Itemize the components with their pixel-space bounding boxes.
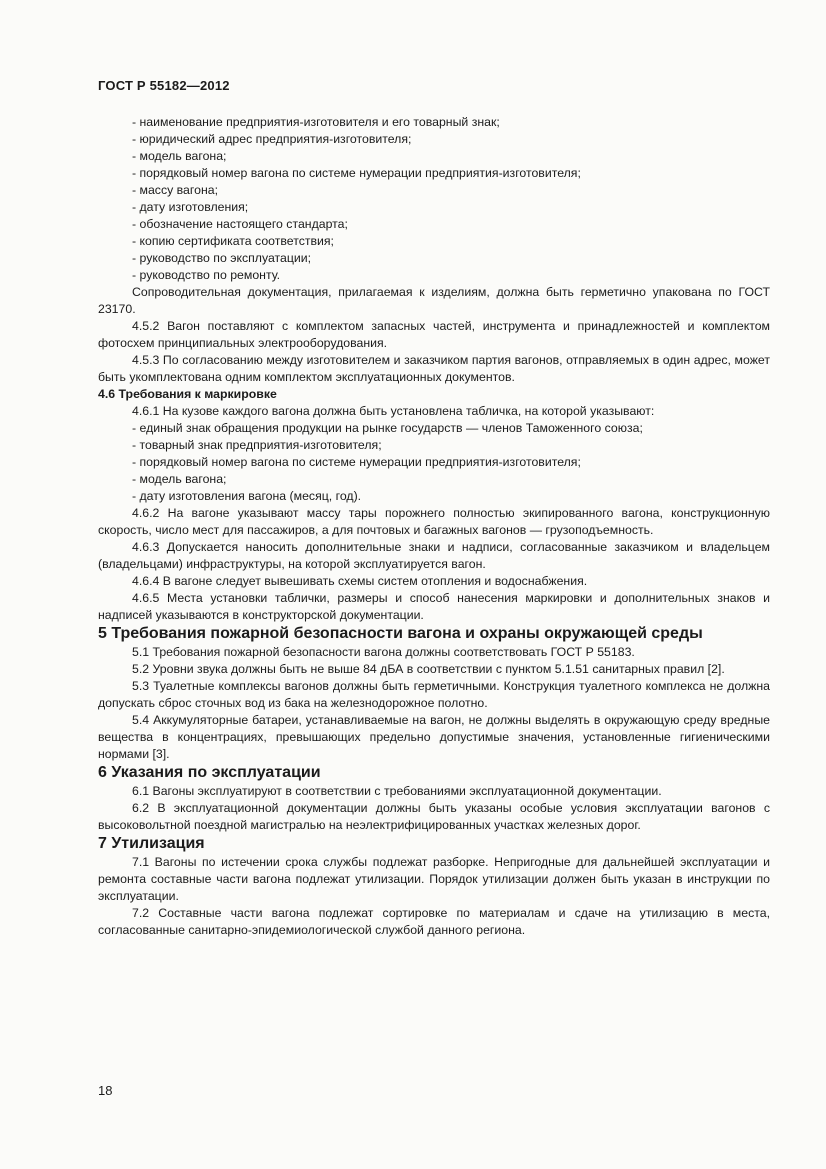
list-item: - копию сертификата соответствия;: [132, 234, 334, 248]
section-heading: 6 Указания по эксплуатации: [98, 764, 321, 781]
paragraph: 5.2 Уровни звука должны быть не выше 84 дБА в соответствии с пунктом 5.1.51 санитарных правил [2].: [132, 662, 725, 676]
list-item: - товарный знак предприятия-изготовителя;: [132, 438, 382, 452]
marking-list: [98, 420, 770, 505]
paragraph: 5.4 Аккумуляторные батареи, устанавливаемые на вагон, не должны выделять в окружающую среду вредные вещества в концентрациях, превышающих предельно допустимые значения, установленные гигиеническими нормами [3].: [98, 713, 770, 761]
list-item: - обозначение настоящего стандарта;: [132, 217, 348, 231]
paragraph: 5.1 Требования пожарной безопасности вагона должны соответствовать ГОСТ Р 55183.: [132, 645, 635, 659]
paragraph: 6.2 В эксплуатационной документации должны быть указаны особые условия эксплуатации вагонов с высоковольтной поездной магистралью на неэлектрифицированных участках железных дорог.: [98, 801, 770, 832]
paragraph: 4.6.2 На вагоне указывают массу тары порожнего полностью экипированного вагона, конструкционную скорость, число мест для пассажиров, а для почтовых и багажных вагонов — грузоподъемность.: [98, 506, 770, 537]
paragraph: Сопроводительная документация, прилагаемая к изделиям, должна быть герметично упакована по ГОСТ 23170.: [98, 285, 770, 316]
paragraph: 4.6.5 Места установки таблички, размеры и способ нанесения маркировки и дополнительных знаков и надписей указываются в конструкторской документации.: [98, 591, 770, 622]
list-item: - руководство по эксплуатации;: [132, 251, 312, 265]
paragraph: 4.5.2 Вагон поставляют с комплектом запасных частей, инструмента и принадлежностей и комплектом фотосхем принципиальных электрооборудования.: [98, 319, 770, 350]
page-number: 18: [98, 1083, 113, 1098]
paragraph: 7.2 Составные части вагона подлежат сортировке по материалам и сдаче на утилизацию в места, согласованные санитарно-эпидемиологической службой данного региона.: [98, 906, 770, 937]
list-item: - дату изготовления вагона (месяц, год).: [132, 489, 362, 503]
list-item: - порядковый номер вагона по системе нумерации предприятия-изготовителя;: [132, 455, 581, 469]
document-body: [98, 114, 770, 939]
list-item: - порядковый номер вагона по системе нумерации предприятия-изготовителя;: [132, 166, 581, 180]
list-item: - руководство по ремонту.: [132, 268, 281, 282]
list-item: - юридический адрес предприятия-изготовителя;: [132, 132, 412, 146]
paragraph: 4.6.4 В вагоне следует вывешивать схемы систем отопления и водоснабжения.: [132, 574, 588, 588]
paragraph: 7.1 Вагоны по истечении срока службы подлежат разборке. Непригодные для дальнейшей эксплуатации и ремонта составные части вагона подлежат утилизации. Порядок утилизации должен быть указан в инструкции по эксплуатации.: [98, 855, 770, 903]
paragraph: 4.5.3 По согласованию между изготовителем и заказчиком партия вагонов, отправляемых в один адрес, может быть укомплектована одним комплектом эксплуатационных документов.: [98, 353, 770, 384]
paragraph: 6.1 Вагоны эксплуатируют в соответствии с требованиями эксплуатационной документации.: [132, 784, 662, 798]
paragraph: 4.6.3 Допускается наносить дополнительные знаки и надписи, согласованные заказчиком и владельцем (владельцами) инфраструктуры, на которой эксплуатируется вагон.: [98, 540, 770, 571]
paragraph: 5.3 Туалетные комплексы вагонов должны быть герметичными. Конструкция туалетного комплекса не должна допускать сброс сточных вод из бака на железнодорожное полотно.: [98, 679, 770, 710]
list-item: - наименование предприятия-изготовителя и его товарный знак;: [132, 115, 500, 129]
list-item: - модель вагона;: [132, 472, 227, 486]
section-heading: 7 Утилизация: [98, 835, 205, 852]
paragraph: 4.6.1 На кузове каждого вагона должна быть установлена табличка, на которой указывают:: [132, 404, 655, 418]
list-item: - массу вагона;: [132, 183, 219, 197]
section-heading: 5 Требования пожарной безопасности вагона и охраны окружающей среды: [98, 625, 703, 642]
list-item: - единый знак обращения продукции на рынке государств — членов Таможенного союза;: [132, 421, 643, 435]
delivery-documents-list: [98, 114, 770, 284]
list-item: - модель вагона;: [132, 149, 227, 163]
subsection-heading: 4.6 Требования к маркировке: [98, 387, 277, 401]
list-item: - дату изготовления;: [132, 200, 249, 214]
document-header: ГОСТ Р 55182—2012: [98, 78, 230, 93]
